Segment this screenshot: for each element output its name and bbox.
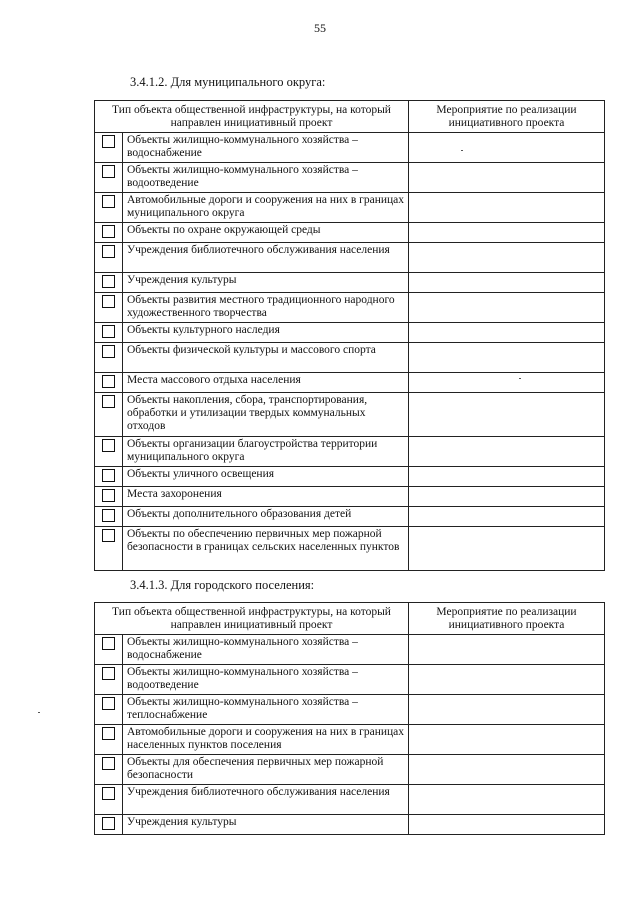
checkbox[interactable] [102,757,115,770]
object-type-cell: Объекты жилищно-коммунального хозяйства – теплоснабжение [123,695,409,725]
checkbox[interactable] [102,245,115,258]
checkbox[interactable] [102,509,115,522]
object-type-cell: Объекты дополнительного образования детей [123,507,409,527]
table-row [95,527,605,571]
event-cell[interactable] [409,343,605,373]
object-type-cell: Объекты культурного наследия [123,323,409,343]
table-row [95,695,605,725]
checkbox-cell [95,695,123,725]
object-type-cell: Автомобильные дороги и сооружения на них в границах населенных пунктов поселения [123,725,409,755]
table-row [95,293,605,323]
object-type-cell: Объекты организации благоустройства территории муниципального округа [123,437,409,467]
checkbox-cell [95,437,123,467]
checkbox-cell [95,373,123,393]
table-row [95,815,605,835]
event-cell[interactable] [409,635,605,665]
object-type-cell: Объекты для обеспечения первичных мер пожарной безопасности [123,755,409,785]
column-header-object-type: Тип объекта общественной инфраструктуры, на который направлен инициативный проект [95,603,409,635]
column-header-event: Мероприятие по реализации инициативного проекта [409,603,605,635]
table-row [95,243,605,273]
checkbox[interactable] [102,489,115,502]
event-cell[interactable] [409,725,605,755]
checkbox[interactable] [102,325,115,338]
object-type-cell: Места захоронения [123,487,409,507]
event-cell[interactable] [409,223,605,243]
object-type-cell: Объекты по охране окружающей среды [123,223,409,243]
object-type-cell: Объекты жилищно-коммунального хозяйства – водоотведение [123,163,409,193]
table-row [95,133,605,163]
checkbox-cell [95,243,123,273]
section-heading-urban-settlement: 3.4.1.3. Для городского поселения: [130,578,315,592]
object-type-cell: Объекты накопления, сбора, транспортирования, обработки и утилизации твердых коммунальных отходов [123,393,409,437]
checkbox[interactable] [102,637,115,650]
table-row [95,725,605,755]
checkbox-cell [95,755,123,785]
table-header-row [95,101,605,133]
table-row [95,343,605,373]
object-type-cell: Учреждения культуры [123,273,409,293]
checkbox[interactable] [102,439,115,452]
checkbox-cell [95,527,123,571]
checkbox[interactable] [102,135,115,148]
checkbox-cell [95,487,123,507]
checkbox-cell [95,193,123,223]
checkbox-cell [95,785,123,815]
checkbox-cell [95,635,123,665]
table-row [95,507,605,527]
checkbox-cell [95,293,123,323]
object-type-cell: Объекты развития местного традиционного народного художественного творчества [123,293,409,323]
checkbox[interactable] [102,165,115,178]
event-cell[interactable] [409,293,605,323]
table-row [95,163,605,193]
event-cell[interactable] [409,527,605,571]
table-row [95,223,605,243]
checkbox[interactable] [102,469,115,482]
object-type-cell: Учреждения библиотечного обслуживания населения [123,243,409,273]
event-cell[interactable] [409,665,605,695]
object-type-cell: Объекты жилищно-коммунального хозяйства – водоснабжение [123,635,409,665]
checkbox-cell [95,273,123,293]
table-header-row [95,603,605,635]
checkbox-cell [95,507,123,527]
checkbox[interactable] [102,787,115,800]
event-cell[interactable] [409,487,605,507]
event-cell[interactable] [409,437,605,467]
table-row [95,393,605,437]
column-header-object-type: Тип объекта общественной инфраструктуры, на который направлен инициативный проект [95,101,409,133]
table-row [95,487,605,507]
checkbox[interactable] [102,275,115,288]
table-row [95,193,605,223]
event-cell[interactable] [409,193,605,223]
object-type-cell: Объекты жилищно-коммунального хозяйства – водоотведение [123,665,409,695]
object-type-cell: Учреждения библиотечного обслуживания населения [123,785,409,815]
checkbox[interactable] [102,817,115,830]
checkbox[interactable] [102,295,115,308]
checkbox-cell [95,343,123,373]
event-cell[interactable] [409,243,605,273]
event-cell[interactable] [409,133,605,163]
event-cell[interactable] [409,507,605,527]
event-cell[interactable] [409,755,605,785]
event-cell[interactable] [409,785,605,815]
checkbox[interactable] [102,345,115,358]
event-cell[interactable] [409,273,605,293]
object-type-cell: Объекты уличного освещения [123,467,409,487]
checkbox[interactable] [102,225,115,238]
event-cell[interactable] [409,467,605,487]
scan-speck [519,378,521,379]
table-row [95,755,605,785]
checkbox[interactable] [102,195,115,208]
checkbox-cell [95,393,123,437]
urban-settlement-table [94,602,605,835]
object-type-cell: Автомобильные дороги и сооружения на них в границах муниципального округа [123,193,409,223]
event-cell[interactable] [409,323,605,343]
checkbox[interactable] [102,727,115,740]
table-row [95,635,605,665]
table-row [95,437,605,467]
scan-speck [38,712,40,713]
checkbox[interactable] [102,667,115,680]
checkbox-cell [95,815,123,835]
object-type-cell: Объекты по обеспечению первичных мер пожарной безопасности в границах сельских населенных пунктов [123,527,409,571]
checkbox[interactable] [102,697,115,710]
table-row [95,323,605,343]
table-row [95,785,605,815]
table-row [95,373,605,393]
event-cell[interactable] [409,815,605,835]
table-row [95,273,605,293]
object-type-cell: Учреждения культуры [123,815,409,835]
object-type-cell: Объекты жилищно-коммунального хозяйства – водоснабжение [123,133,409,163]
checkbox[interactable] [102,395,115,408]
checkbox-cell [95,133,123,163]
event-cell[interactable] [409,163,605,193]
table-row [95,665,605,695]
checkbox-cell [95,163,123,193]
checkbox-cell [95,665,123,695]
checkbox-cell [95,323,123,343]
checkbox[interactable] [102,529,115,542]
object-type-cell: Места массового отдыха населения [123,373,409,393]
checkbox-cell [95,725,123,755]
checkbox-cell [95,467,123,487]
checkbox[interactable] [102,375,115,388]
event-cell[interactable] [409,373,605,393]
page-number: 55 [314,21,326,35]
object-type-cell: Объекты физической культуры и массового спорта [123,343,409,373]
event-cell[interactable] [409,393,605,437]
table-row [95,467,605,487]
column-header-event: Мероприятие по реализации инициативного проекта [409,101,605,133]
event-cell[interactable] [409,695,605,725]
section-heading-municipal-district: 3.4.1.2. Для муниципального округа: [130,75,326,89]
checkbox-cell [95,223,123,243]
scan-speck [461,150,463,151]
municipal-district-table [94,100,605,571]
